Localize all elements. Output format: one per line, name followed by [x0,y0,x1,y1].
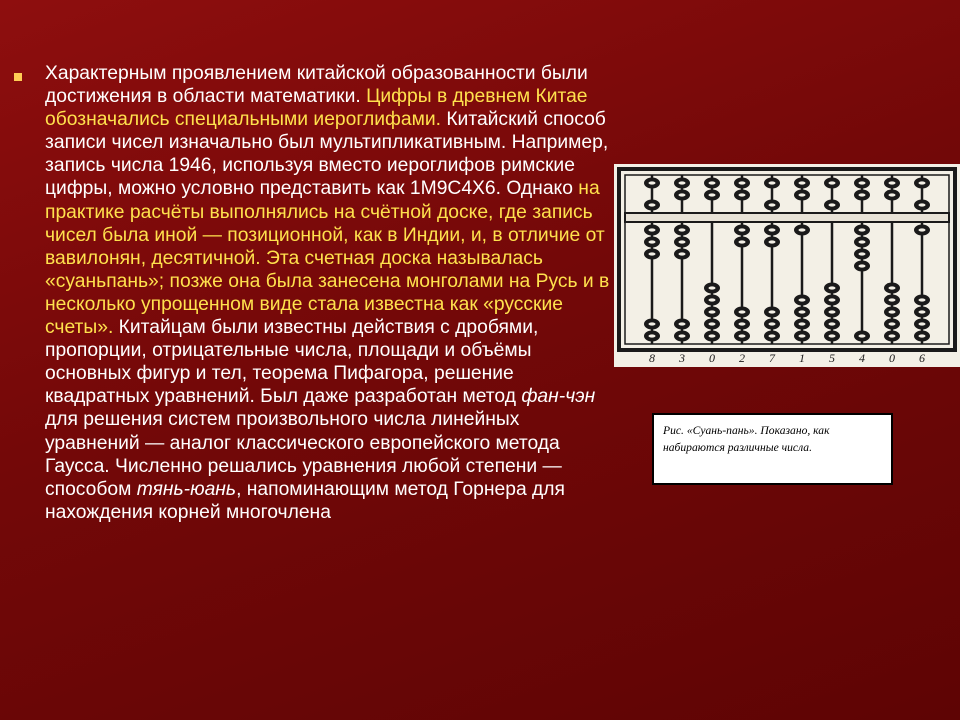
main-paragraph [45,62,615,524]
abacus-bead-highlight [889,310,896,313]
abacus-bead-highlight [889,322,896,325]
abacus-bead-highlight [709,310,716,313]
abacus-bead-highlight [829,286,836,289]
abacus-bead-highlight [859,228,866,231]
text-gauss: для решения систем произвольного числа линейных уравнений — аналог классического европейского метода Гаусса. Численно решались уравнения любой степени — способом [45,409,562,500]
abacus-bead-highlight [649,181,656,184]
abacus-bead-highlight [649,252,656,255]
abacus-bead-highlight [889,334,896,337]
abacus-bead-highlight [799,181,806,184]
abacus-bead-highlight [769,181,776,184]
abacus-bead-highlight [889,193,896,196]
abacus-bead-highlight [889,286,896,289]
abacus-bead-highlight [799,322,806,325]
abacus-digit-label: 2 [739,351,745,365]
text-intro: Характерным проявлением китайской образованности были достижения в области математики. [45,63,588,108]
abacus-bead-highlight [679,240,686,243]
abacus-bead-highlight [769,310,776,313]
abacus-bead-highlight [799,298,806,301]
abacus-bead-highlight [679,181,686,184]
abacus-bead-highlight [799,228,806,231]
abacus-bead-highlight [709,334,716,337]
abacus-bead-highlight [649,240,656,243]
abacus-bead-highlight [829,181,836,184]
abacus-digit-label: 1 [799,351,805,365]
abacus-bead-highlight [889,298,896,301]
abacus-bead-highlight [739,228,746,231]
abacus-digit-label: 0 [889,351,895,365]
figure-caption: Рис. «Суань-пань». Показано, как набираются различные числа. [663,424,830,454]
abacus-bead-highlight [859,264,866,267]
abacus-bead-highlight [889,181,896,184]
abacus-bead-highlight [709,193,716,196]
abacus-bead-highlight [919,203,926,206]
abacus-bead-highlight [679,193,686,196]
abacus-bead-highlight [739,240,746,243]
abacus-digit-label: 8 [649,351,655,365]
abacus-bead-highlight [649,228,656,231]
abacus-bead-highlight [649,203,656,206]
abacus-bead-highlight [919,322,926,325]
abacus-bead-highlight [739,322,746,325]
abacus-bead-highlight [739,310,746,313]
text-highlight-positional: на практике расчёты выполнялись на счётной доске, где запись чисел была иной — позиционной, как в Индии, и, в отличие от вавилонян, десятичной. [45,178,605,269]
abacus-bead-highlight [919,298,926,301]
abacus-bead-highlight [829,322,836,325]
abacus-bead-highlight [859,334,866,337]
abacus-bead-highlight [829,298,836,301]
abacus-digit-label: 0 [709,351,715,365]
abacus-digit-label: 7 [769,351,775,365]
abacus-bead-highlight [919,181,926,184]
abacus-bead-highlight [709,181,716,184]
abacus-bead-highlight [709,298,716,301]
abacus-bead-highlight [679,228,686,231]
abacus-bead-highlight [799,310,806,313]
text-horner: , напоминающим метод Горнера для нахождения корней многочлена [45,478,565,523]
text-multiplicative: Китайский способ записи чисел изначально был мультипликативным. Например, запись числа 1946, используя вместо иероглифов римские цифры, можно условно представить как 1M9C4X6. Однако [45,109,609,200]
abacus-bead-highlight [739,334,746,337]
abacus-bead-highlight [859,193,866,196]
abacus-bead-highlight [859,181,866,184]
abacus-bead-highlight [679,322,686,325]
text-highlight-hieroglyphs: Цифры в древнем Китае обозначались специальными иероглифами. [45,86,588,131]
abacus-bead-highlight [799,334,806,337]
abacus-bead-highlight [859,252,866,255]
figure-caption-box [652,413,893,485]
abacus-digit-label: 3 [679,351,685,365]
abacus-digit-label: 4 [859,351,865,365]
abacus-bead-highlight [829,310,836,313]
abacus-bead-highlight [829,334,836,337]
abacus-bead-highlight [739,193,746,196]
abacus-bead-highlight [649,334,656,337]
abacus-bead-highlight [799,193,806,196]
abacus-bead-highlight [739,181,746,184]
abacus-digit-label: 6 [919,351,925,365]
abacus-digit-label: 5 [829,351,835,365]
text-achievements: Китайцам были известны действия с дробями, пропорции, отрицательные числа, площади и объёмы основных фигур и тел, теорема Пифагора, решение квадратных уравнений. Был даже разработан метод [45,317,539,408]
abacus-bead-highlight [769,334,776,337]
abacus-bead-highlight [649,322,656,325]
abacus-bead-highlight [919,334,926,337]
abacus-bead-highlight [709,286,716,289]
abacus-bead-highlight [919,310,926,313]
abacus-bead-highlight [679,252,686,255]
text-highlight-suanpan: Эта счетная доска называлась «суаньпань»; позже она была занесена монголами на Русь и в несколько упрощенном виде стала известна как «русские счеты». [45,247,610,339]
abacus-bead-highlight [709,322,716,325]
abacus-bead-highlight [769,240,776,243]
abacus-bead-highlight [769,322,776,325]
bullet-marker [14,73,22,81]
abacus-bead-highlight [829,203,836,206]
term-tian-yuan: тянь-юань [136,478,237,500]
abacus-bead-highlight [859,240,866,243]
abacus-illustration [614,164,960,367]
abacus-bead-highlight [769,203,776,206]
term-fan-chen: фан-чэн [521,386,596,408]
abacus-bead-highlight [919,228,926,231]
abacus-bead-highlight [769,228,776,231]
abacus-bead-highlight [679,334,686,337]
